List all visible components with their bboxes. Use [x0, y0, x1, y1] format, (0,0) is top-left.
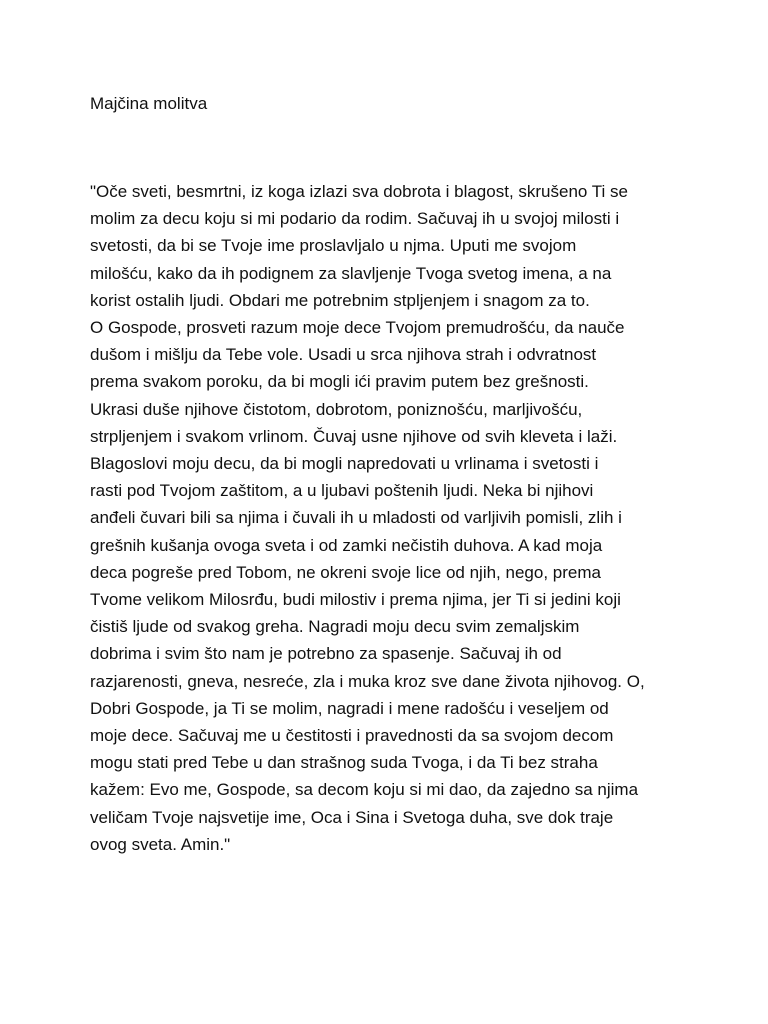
- text-line: veličam Tvoje najsvetije ime, Oca i Sina i Svetoga duha, sve dok traje: [90, 807, 614, 827]
- text-line: Dobri Gospode, ja Ti se molim, nagradi i mene radošću i veseljem od: [90, 698, 609, 718]
- prayer-text: [90, 178, 690, 858]
- document-title: Majčina molitva: [90, 94, 208, 113]
- text-line: rasti pod Tvojom zaštitom, a u ljubavi poštenih ljudi. Neka bi njihovi: [90, 481, 594, 501]
- text-line: kažem: Evo me, Gospode, sa decom koju si mi dao, da zajedno sa njima: [90, 780, 639, 800]
- text-line: Ukrasi duše njihove čistotom, dobrotom, poniznošću, marljivošću,: [90, 399, 583, 419]
- text-line: dobrima i svim što nam je potrebno za spasenje. Sačuvaj ih od: [90, 644, 562, 664]
- text-line: čistiš ljude od svakog greha. Nagradi moju decu svim zemaljskim: [90, 617, 580, 637]
- text-line: dušom i mišlju da Tebe vole. Usadi u srca njihova strah i odvratnost: [90, 345, 597, 365]
- text-line: milošću, kako da ih podignem za slavljenje Tvoga svetog imena, a na: [90, 263, 612, 283]
- text-line: ovog sveta. Amin.": [90, 834, 231, 854]
- text-line: molim za decu koju si mi podario da rodim. Sačuvaj ih u svojoj milosti i: [90, 209, 620, 229]
- text-line: mogu stati pred Tebe u dan strašnog suda Tvoga, i da Ti bez straha: [90, 753, 598, 773]
- text-line: moje dece. Sačuvaj me u čestitosti i pravednosti da sa svojom decom: [90, 726, 614, 746]
- text-line: "Oče sveti, besmrtni, iz koga izlazi sva dobrota i blagost, skrušeno Ti se: [90, 182, 628, 201]
- text-line: grešnih kušanja ovoga sveta i od zamki nečistih duhova. A kad moja: [90, 535, 603, 555]
- text-line: anđeli čuvari bili sa njima i čuvali ih u mladosti od varljivih pomisli, zlih i: [90, 508, 622, 528]
- text-line: strpljenjem i svakom vrlinom. Čuvaj usne njihove od svih kleveta i laži.: [90, 426, 618, 446]
- text-line: O Gospode, prosveti razum moje dece Tvojom premudrošću, da nauče: [90, 318, 625, 338]
- text-line: Blagoslovi moju decu, da bi mogli napredovati u vrlinama i svetosti i: [90, 454, 599, 474]
- text-line: deca pogreše pred Tobom, ne okreni svoje lice od njih, nego, prema: [90, 562, 601, 582]
- text-line: svetosti, da bi se Tvoje ime proslavljalo u njma. Uputi me svojom: [90, 236, 577, 256]
- text-line: Tvome velikom Milosrđu, budi milostiv i prema njima, jer Ti si jedini koji: [90, 590, 621, 610]
- text-line: prema svakom poroku, da bi mogli ići pravim putem bez grešnosti.: [90, 372, 589, 392]
- text-line: razjarenosti, gneva, nesreće, zla i muka kroz sve dane života njihovog. O,: [90, 671, 645, 691]
- text-line: korist ostalih ljudi. Obdari me potrebnim stpljenjem i snagom za to.: [90, 290, 590, 310]
